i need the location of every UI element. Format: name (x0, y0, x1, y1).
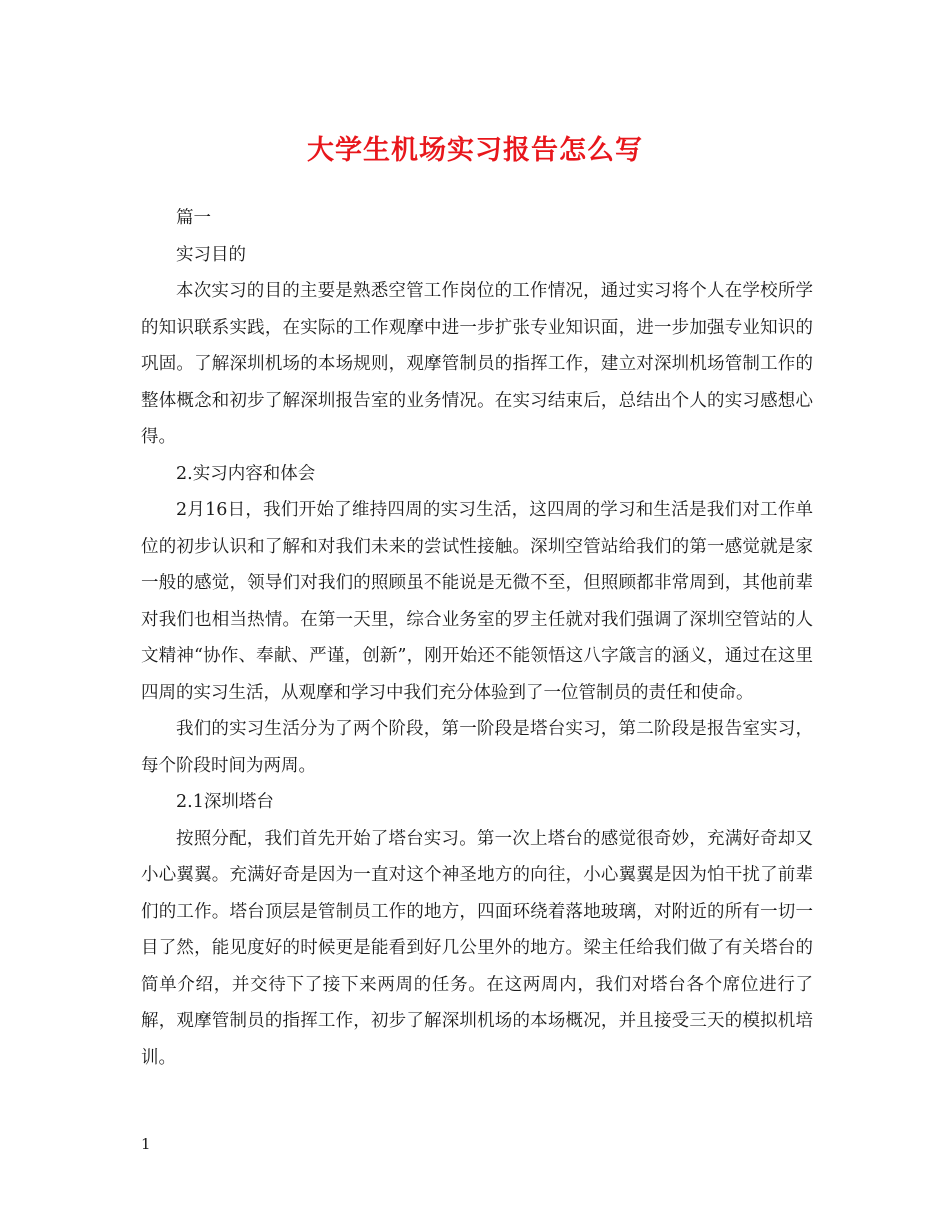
section-heading: 2.实习内容和体会 (176, 463, 316, 484)
section-heading: 2.1深圳塔台 (176, 792, 274, 812)
paragraph: 2月16日，我们开始了维持四周的实习生活，这四周的学习和生活是我们对工作单位的初步认识和了解和对我们未来的尝试性接触。深圳空管站给我们的第一感觉就是家一般的感觉，领导们对我们的照顾虽不能说是无微不至，但照顾都非常周到，其他前辈对我们也相当热情。在第一天里，综合业务室的罗主任就对我们强调了深圳空管站的人文精神“协作、奉献、严谨，创新”，刚开始还不能领悟这八字箴言的涵义，通过在这里四周的实习生活，从观摩和学习中我们充分体验到了一位管制员的责任和使命。 (141, 500, 813, 703)
document-title: 大学生机场实习报告怎么写 (307, 135, 643, 166)
page-number: 1 (141, 1135, 151, 1153)
section-heading: 实习目的 (176, 244, 246, 265)
section-heading: 篇一 (176, 208, 211, 228)
paragraph: 本次实习的目的主要是熟悉空管工作岗位的工作情况，通过实习将个人在学校所学的知识联系实践，在实际的工作观摩中进一步扩张专业知识面，进一步加强专业知识的巩固。了解深圳机场的本场规则，观摩管制员的指挥工作，建立对深圳机场管制工作的整体概念和初步了解深圳报告室的业务情况。在实习结束后，总结出个人的实习感想心得。 (141, 281, 813, 447)
paragraph: 我们的实习生活分为了两个阶段，第一阶段是塔台实习，第二阶段是报告室实习，每个阶段时间为两周。 (141, 719, 813, 776)
document-body (141, 200, 813, 1076)
paragraph: 按照分配，我们首先开始了塔台实习。第一次上塔台的感觉很奇妙，充满好奇却又小心翼翼。充满好奇是因为一直对这个神圣地方的向往，小心翼翼是因为怕干扰了前辈们的工作。塔台顶层是管制员工作的地方，四面环绕着落地玻璃，对附近的所有一切一目了然，能见度好的时候更是能看到好几公里外的地方。梁主任给我们做了有关塔台的简单介绍，并交待下了接下来两周的任务。在这两周内，我们对塔台各个席位进行了解，观摩管制员的指挥工作，初步了解深圳机场的本场概况，并且接受三天的模拟机培训。 (141, 828, 813, 1068)
